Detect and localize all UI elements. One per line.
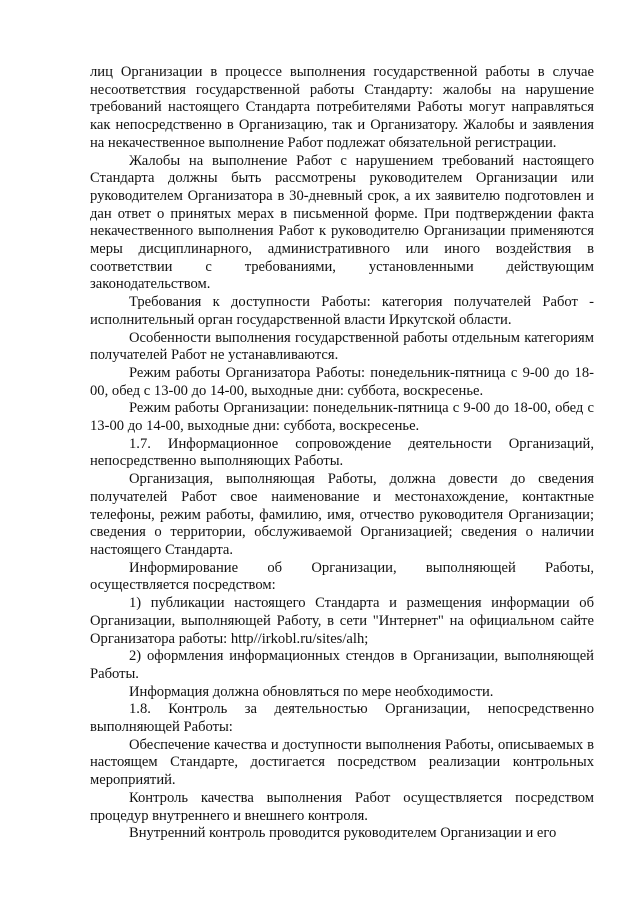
paragraph-organization-hours: Режим работы Организации: понедельник-пятница с 9-00 до 18-00, обед с 13-00 до 14-00, выходные дни: суббота, воскресенье. [90, 400, 594, 435]
paragraph-special-categories: Особенности выполнения государственной работы отдельным категориям получателей Работ не устанавливаются. [90, 329, 594, 364]
section-heading-1-7: 1.7. Информационное сопровождение деятельности Организаций, непосредственно выполняющих Работы. [90, 435, 594, 470]
paragraph-complaints-review: Жалобы на выполнение Работ с нарушением требований настоящего Стандарта должны быть рассмотрены руководителем Организации или руководителем Организатора в 30-дневный срок, а их заявителю подготовлен и дан ответ о принятых мерах в письменной форме. При подтверждении факта некачественного выполнения Работ к руководителю Организации применяются меры дисциплинарного, административного или иного воздействия в соответствии с требованиями, установленными действующим законодательством. [90, 152, 594, 293]
paragraph-quality-control: Контроль качества выполнения Работ осуществляется посредством процедур внутреннего и внешнего контроля. [90, 789, 594, 824]
paragraph-informing-means: Информирование об Организации, выполняющей Работы, осуществляется посредством: [90, 559, 594, 594]
section-heading-1-8: 1.8. Контроль за деятельностью Организации, непосредственно выполняющей Работы: [90, 701, 594, 736]
document-page [90, 64, 594, 843]
paragraph-organization-disclosure: Организация, выполняющая Работы, должна довести до сведения получателей Работ свое наименование и местонахождение, контактные телефоны, режим работы, фамилию, имя, отчество руководителя Организации; сведения о территории, обслуживаемой Организацией; сведения о наличии настоящего Стандарта. [90, 471, 594, 558]
list-item-info-stands: 2) оформления информационных стендов в Организации, выполняющей Работы. [90, 648, 594, 682]
paragraph-quality-assurance: Обеспечение качества и доступности выполнения Работы, описываемых в настоящем Стандарте, достигается посредством реализации контрольных мероприятий. [90, 736, 594, 789]
paragraph-organizer-hours: Режим работы Организатора Работы: понедельник-пятница с 9-00 до 18-00, обед с 13-00 до 14-00, выходные дни: суббота, воскресенье. [90, 364, 594, 399]
paragraph-update-info: Информация должна обновляться по мере необходимости. [129, 683, 494, 700]
list-item-publication: 1) публикации настоящего Стандарта и размещения информации об Организации, выполняющей Работу, в сети "Интернет" на официальном сайте Организатора работы: http//irkobl.ru/sites/alh; [90, 595, 594, 647]
paragraph-accessibility-requirements: Требования к доступности Работы: категория получателей Работ - исполнительный орган государственной власти Иркутской области. [90, 294, 594, 328]
paragraph-complaints-continuation: лиц Организации в процессе выполнения государственной работы в случае несоответствия государственной работы Стандарту: жалобы на нарушение требований настоящего Стандарта потребителями Работы могут направляться как непосредственно в Организацию, так и Организатору. Жалобы и заявления на некачественное выполнение Работ подлежат обязательной регистрации. [90, 64, 594, 151]
paragraph-internal-control: Внутренний контроль проводится руководителем Организации и его [129, 825, 557, 842]
